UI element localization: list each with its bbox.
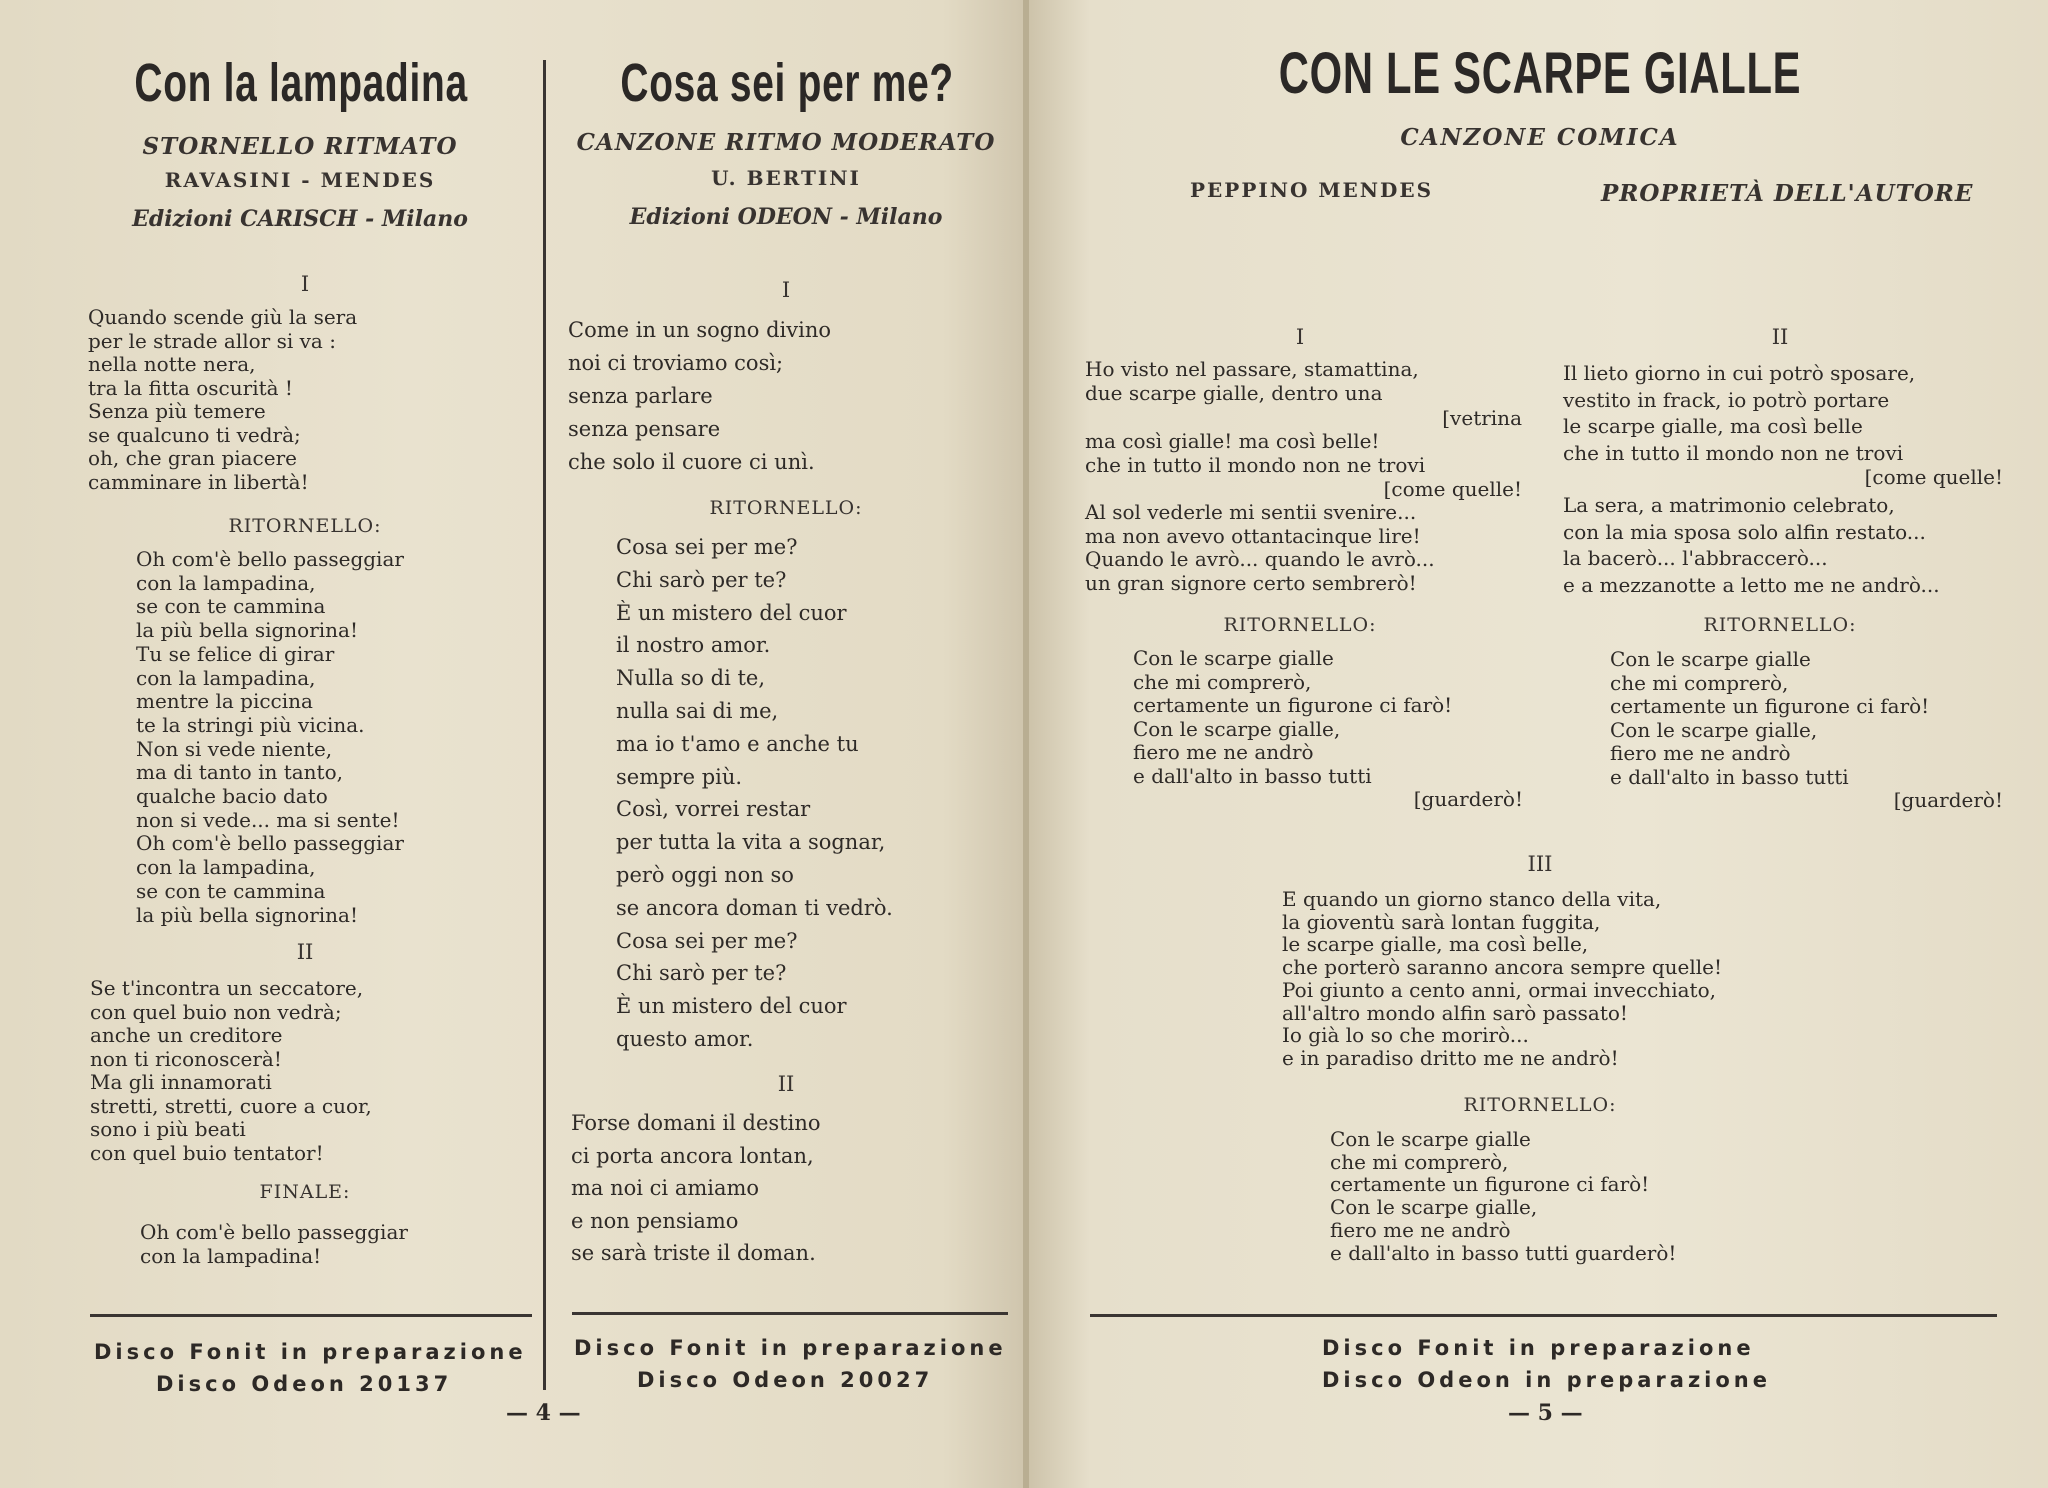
verse-2: Il lieto giorno in cui potrò sposare, vestito in frack, io potrò portare le scarpe gialle, ma così belle che in tutto il mondo non ne trovi: [1563, 361, 1916, 465]
song-publisher: Edizioni CARISCH - Milano: [132, 206, 468, 232]
disc-info: Disco Fonit in preparazione: [94, 1340, 527, 1364]
refrain-continuation: [guarderò!: [1413, 787, 1523, 811]
disc-info: Disco Odeon in preparazione: [1322, 1368, 1771, 1392]
footer-rule: [1090, 1314, 1997, 1317]
verse-1: Come in un sogno divino noi ci troviamo così; senza parlare senza pensare che solo il cuore ci unì.: [568, 318, 831, 474]
refrain: Con le scarpe gialle che mi comprerò, certamente un figurone ci farò! Con le scarpe gialle, fiero me ne andrò e dall'alto in basso tutti: [1133, 646, 1453, 788]
verse-number: II: [1771, 325, 1789, 349]
song-subtitle: CANZONE RITMO MODERATO: [576, 129, 996, 156]
song-title: CON LE SCARPE GIALLE: [1278, 41, 1802, 106]
verse-2: La sera, a matrimonio celebrato, con la mia sposa solo alfin restato... la bacerò... l'abbraccerò... e a mezzanotte a letto me ne andrò...: [1563, 493, 1940, 597]
refrain-heading: RITORNELLO:: [228, 515, 382, 537]
refrain-heading: RITORNELLO:: [1223, 614, 1377, 636]
refrain: Con le scarpe gialle che mi comprerò, certamente un figurone ci farò! Con le scarpe gialle, fiero me ne andrò e dall'alto in basso tutti: [1610, 647, 1930, 789]
song-publisher: Edizioni ODEON - Milano: [629, 204, 943, 230]
verse-1-continuation: [vetrina: [1442, 406, 1522, 430]
verse-2: Forse domani il destino ci porta ancora lontan, ma noi ci amiamo e non pensiamo se sarà triste il doman.: [571, 1111, 821, 1265]
song-title: Cosa sei per me?: [620, 53, 954, 113]
verse-number: III: [1527, 852, 1553, 876]
refrain-heading: RITORNELLO:: [709, 497, 863, 519]
page-number: — 5 —: [1508, 1400, 1583, 1426]
refrain: Cosa sei per me? Chi sarò per te? È un mistero del cuor il nostro amor. Nulla so di te, nulla sai di me, ma io t'amo e anche tu sempre più. Così, vorrei restar per tutta la vita a sognar, però oggi non so se ancora doman ti vedrò. Cosa sei per me? Chi sarò per te? È un mistero del cuor questo amor.: [616, 535, 893, 1051]
finale-heading: FINALE:: [259, 1181, 351, 1203]
verse-number: II: [777, 1072, 795, 1096]
disc-info: Disco Odeon 20027: [637, 1368, 934, 1392]
verse-number: I: [300, 272, 310, 296]
verse-3: E quando un giorno stanco della vita, la gioventù sarà lontan fuggita, le scarpe gialle, ma così belle, che porterò saranno ancora sempre quelle! Poi giunto a cento anni, ormai invecchiato, all'altro mondo alfin sarò passato! Io già lo so che morirò... e in paradiso dritto me ne andrò!: [1282, 887, 1723, 1070]
verse-2: Se t'incontra un seccatore, con quel buio non vedrà; anche un creditore non ti riconoscerà! Ma gli innamorati stretti, stretti, cuore a cuor, sono i più beati con quel buio tentator!: [90, 976, 372, 1165]
verse-number: I: [781, 278, 791, 302]
verse-1: Ho visto nel passare, stamattina, due scarpe gialle, dentro una: [1085, 357, 1419, 405]
song-authors: RAVASINI - MENDES: [164, 168, 436, 192]
verse-1: ma così gialle! ma così belle! che in tutto il mondo non ne trovi: [1085, 429, 1426, 477]
song-subtitle: STORNELLO RITMATO: [142, 133, 458, 160]
footer-rule: [572, 1312, 1008, 1315]
verse-number: II: [296, 940, 314, 964]
song-title: Con la lampadina: [134, 53, 468, 113]
refrain: Con le scarpe gialle che mi comprerò, certamente un figurone ci farò! Con le scarpe gialle, fiero me ne andrò e dall'alto in basso tutti guarderò!: [1330, 1127, 1677, 1265]
verse-1-continuation: [come quelle!: [1383, 477, 1522, 501]
refrain-heading: RITORNELLO:: [1463, 1094, 1617, 1116]
refrain-heading: RITORNELLO:: [1703, 614, 1857, 636]
column-divider: [543, 60, 546, 1390]
song-rights: PROPRIETÀ DELL'AUTORE: [1601, 180, 1974, 207]
song-author: PEPPINO MENDES: [1190, 178, 1434, 202]
song-subtitle: CANZONE COMICA: [1400, 124, 1680, 151]
verse-2-continuation: [come quelle!: [1864, 465, 2003, 489]
disc-info: Disco Odeon 20137: [156, 1372, 453, 1396]
refrain: Oh com'è bello passeggiar con la lampadina, se con te cammina la più bella signorina! Tu se felice di girar con la lampadina, mentre la piccina te la stringi più vicina. Non si vede niente, ma di tanto in tanto, qualche bacio dato non si vede... ma si sente! Oh com'è bello passeggiar con la lampadina, se con te cammina la più bella signorina!: [136, 547, 404, 927]
verse-number: I: [1295, 325, 1305, 349]
disc-info: Disco Fonit in preparazione: [574, 1336, 1007, 1360]
verse-1: Quando scende giù la sera per le strade allor si va : nella notte nera, tra la fitta oscurità ! Senza più temere se qualcuno ti vedrà; oh, che gran piacere camminare in libertà!: [88, 305, 358, 494]
song-authors: U. BERTINI: [711, 166, 861, 190]
finale: Oh com'è bello passeggiar con la lampadina!: [140, 1220, 408, 1268]
refrain-continuation: [guarderò!: [1893, 788, 2003, 812]
verse-1: Al sol vederle mi sentii svenire... ma non avevo ottantacinque lire! Quando le avrò... quando le avrò... un gran signore certo sembrerò!: [1085, 500, 1435, 595]
footer-rule: [90, 1314, 532, 1317]
disc-info: Disco Fonit in preparazione: [1322, 1336, 1755, 1360]
page-number: — 4 —: [506, 1400, 581, 1426]
